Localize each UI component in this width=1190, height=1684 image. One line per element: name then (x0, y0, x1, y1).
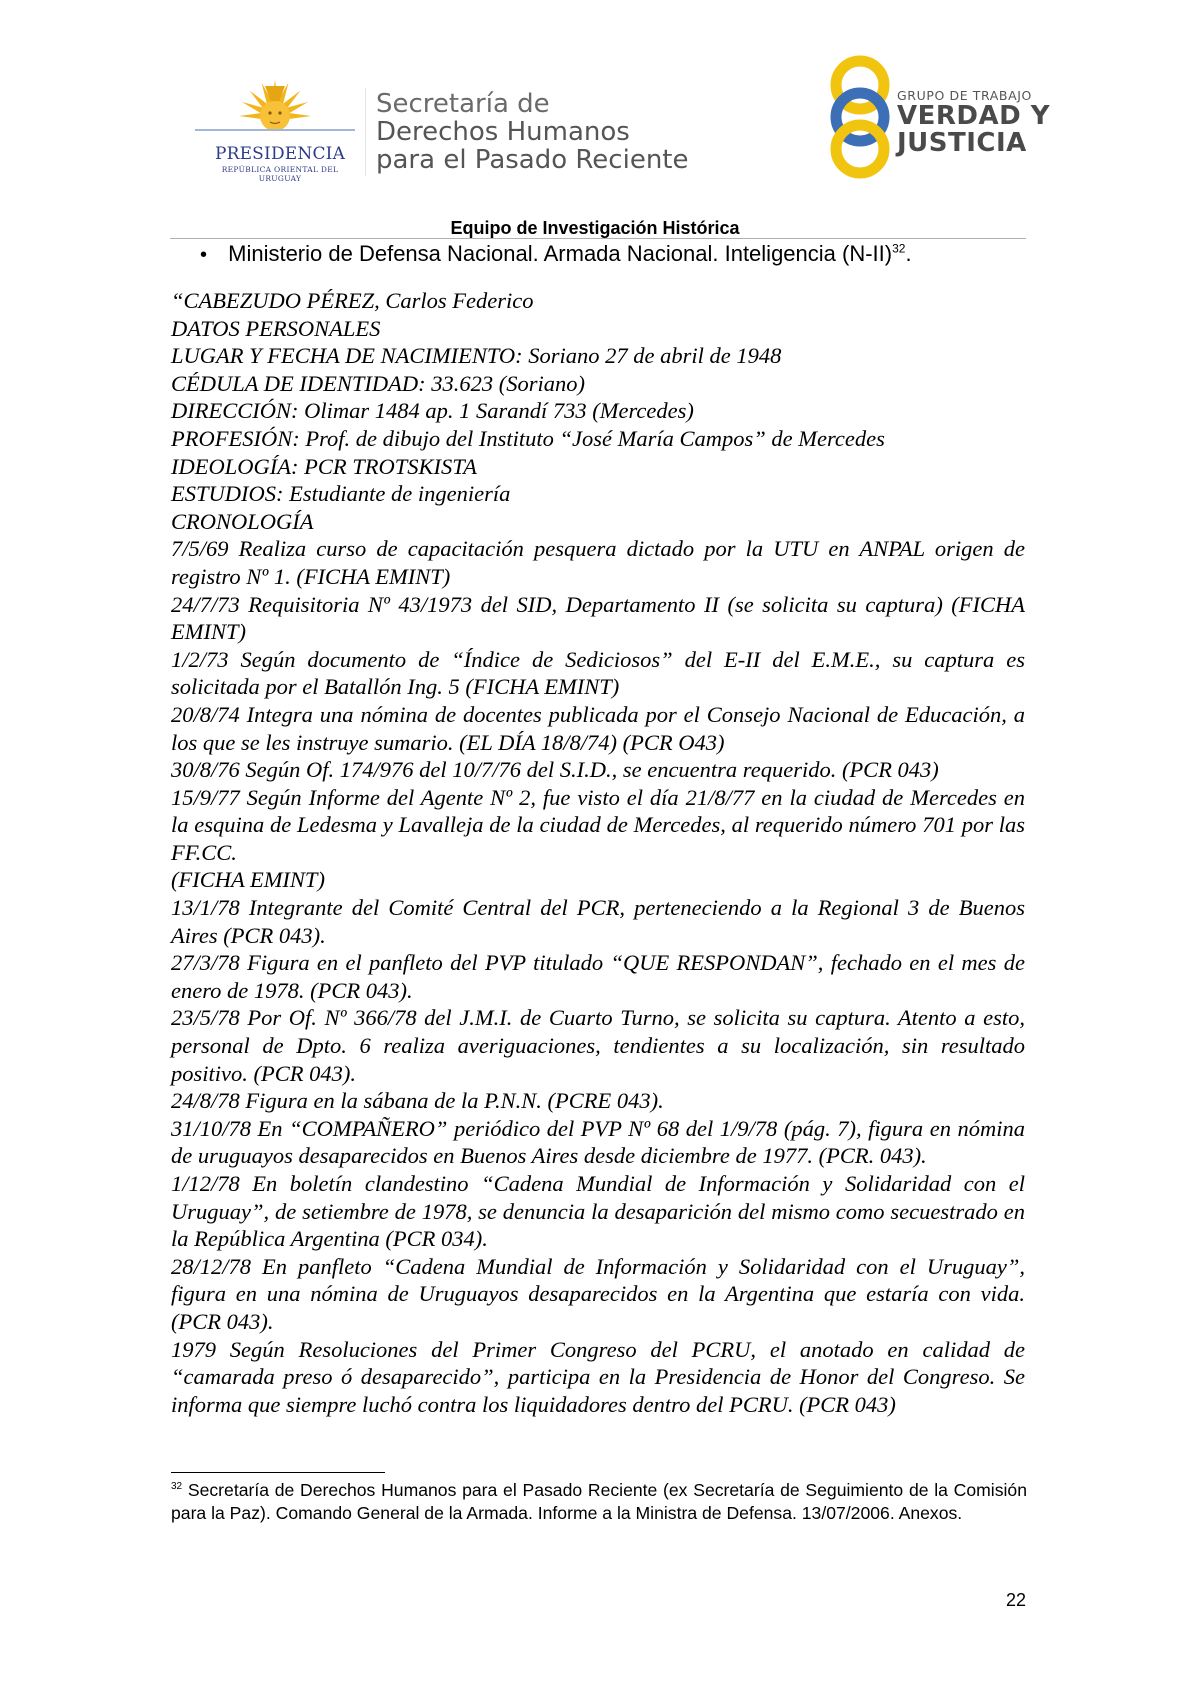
footnote-ref[interactable]: 32 (892, 241, 906, 256)
body-paragraph: DIRECCIÓN: Olimar 1484 ap. 1 Sarandí 733 (Mercedes) (171, 398, 694, 424)
body-paragraph: “CABEZUDO PÉREZ, Carlos Federico (171, 288, 534, 313)
bullet-dot-icon: • (200, 244, 208, 266)
body-paragraph: CÉDULA DE IDENTIDAD: 33.623 (Soriano) (171, 370, 585, 396)
body-paragraph: CRONOLOGÍA (171, 508, 314, 534)
bullet-after: . (905, 241, 912, 266)
gtvj-line-3: JUSTICIA (897, 128, 1027, 158)
secretaria-line-1: Secretaría de (376, 89, 550, 119)
secretaria-line-2: Derechos Humanos (376, 117, 630, 147)
bullet-text: Ministerio de Defensa Nacional. Armada Nacional. Inteligencia (N-II) (228, 241, 893, 266)
footnote-number: 32 (171, 1481, 183, 1493)
body-paragraph: PROFESIÓN: Prof. de dibujo del Instituto “José María Campos” de Mercedes (171, 425, 885, 451)
republica-label: REPÚBLICA ORIENTAL DEL URUGUAY (221, 165, 339, 183)
bullet-item (200, 241, 912, 267)
secretaria-title (376, 90, 688, 174)
record-body (171, 287, 1025, 1418)
body-paragraph: 15/9/77 Según Informe del Agente Nº 2, fue visto el día 21/8/77 en la ciudad de Mercedes en la esquina de Ledesma y Lavalleja de la ciudad de Mercedes, al requerido número 701 por las FF.CC. (171, 784, 1025, 865)
body-paragraph: LUGAR Y FECHA DE NACIMIENTO: Soriano 27 de abril de 1948 (171, 343, 782, 369)
body-paragraph: 1979 Según Resoluciones del Primer Congreso del PCRU, el anotado en calidad de “camarada preso ó desaparecido”, participa en la Presidencia de Honor del Congreso. Se informa que siempre luchó contra los liquidadores dentro del PCRU. (PCR 043) (171, 1336, 1025, 1417)
page-header-title: Equipo de Investigación Histórica (450, 218, 740, 238)
body-paragraph: DATOS PERSONALES (171, 315, 381, 341)
verdad-justicia-text (897, 88, 1050, 157)
body-paragraph: IDEOLOGÍA: PCR TROTSKISTA (171, 453, 477, 479)
body-paragraph: (FICHA EMINT) (171, 867, 325, 893)
page-number: 22 (1005, 1590, 1026, 1610)
body-paragraph: ESTUDIOS: Estudiante de ingeniería (171, 481, 511, 507)
footnote-text: Secretaría de Derechos Humanos para el Pasado Reciente (ex Secretaría de Seguimiento de la Comisión para la Paz). Comando General de la Armada. Informe a la Ministra de Defensa. 13/07/2006. Anexos. (171, 1480, 1027, 1523)
body-paragraph: 30/8/76 Según Of. 174/976 del 10/7/76 del S.I.D., se encuentra requerido. (PCR 043) (171, 757, 939, 783)
header-rule (170, 238, 1026, 239)
body-paragraph: 24/8/78 Figura en la sábana de la P.N.N. (PCRE 043). (171, 1088, 664, 1114)
header-divider (365, 88, 366, 176)
presidencia-label: PRESIDENCIA (214, 144, 346, 164)
footnote-rule (171, 1472, 385, 1473)
body-paragraph: 1/2/73 Según documento de “Índice de Sediciosos” del E-II del E.M.E., su captura es solicitada por el Batallón Ing. 5 (FICHA EMINT) (171, 646, 1025, 700)
footnote (171, 1479, 1027, 1524)
secretaria-line-3: para el Pasado Reciente (376, 145, 689, 175)
body-paragraph: 13/1/78 Integrante del Comité Central del PCR, perteneciendo a la Regional 3 de Buenos Aires (PCR 043). (171, 895, 1025, 948)
verdad-justicia-rings-logo (820, 55, 900, 180)
body-paragraph: 27/3/78 Figura en el panfleto del PVP titulado “QUE RESPONDAN”, fechado en el mes de enero de 1978. (PCR 043). (171, 950, 1025, 1003)
body-paragraph: 31/10/78 En “COMPAÑERO” periódico del PVP Nº 68 del 1/9/78 (pág. 7), figura en nómina de uruguayos desaparecidos en Buenos Aires desde diciembre de 1977. (PCR. 043). (171, 1115, 1025, 1169)
gtvj-line-1: GRUPO DE TRABAJO (897, 88, 1032, 103)
body-paragraph: 28/12/78 En panfleto “Cadena Mundial de Información y Solidaridad con el Uruguay”, figura en una nómina de Uruguayos desaparecidos en la Argentina que estaría con vida. (PCR 043). (171, 1253, 1025, 1334)
body-paragraph: 1/12/78 En boletín clandestino “Cadena Mundial de Información y Solidaridad con el Uruguay”, de setiembre de 1978, se denuncia la desaparición del mismo como secuestrado en la República Argentina (PCR 034). (171, 1171, 1025, 1252)
body-paragraph: 23/5/78 Por Of. Nº 366/78 del J.M.I. de Cuarto Turno, se solicita su captura. Atento a esto, personal de Dpto. 6 realiza averiguaciones, tendientes a su localización, sin resultado positivo. (PCR 043). (171, 1005, 1025, 1086)
body-paragraph: 20/8/74 Integra una nómina de docentes publicada por el Consejo Nacional de Educación, a los que se les instruye sumario. (EL DÍA 18/8/74) (PCR O43) (171, 701, 1025, 755)
gtvj-line-2: VERDAD Y (897, 101, 1051, 131)
body-paragraph: 24/7/73 Requisitoria Nº 43/1973 del SID, Departamento II (se solicita su captura) (FICHA EMINT) (171, 591, 1025, 645)
body-paragraph: 7/5/69 Realiza curso de capacitación pesquera dictado por la UTU en ANPAL origen de registro Nº 1. (FICHA EMINT) (171, 536, 1025, 589)
